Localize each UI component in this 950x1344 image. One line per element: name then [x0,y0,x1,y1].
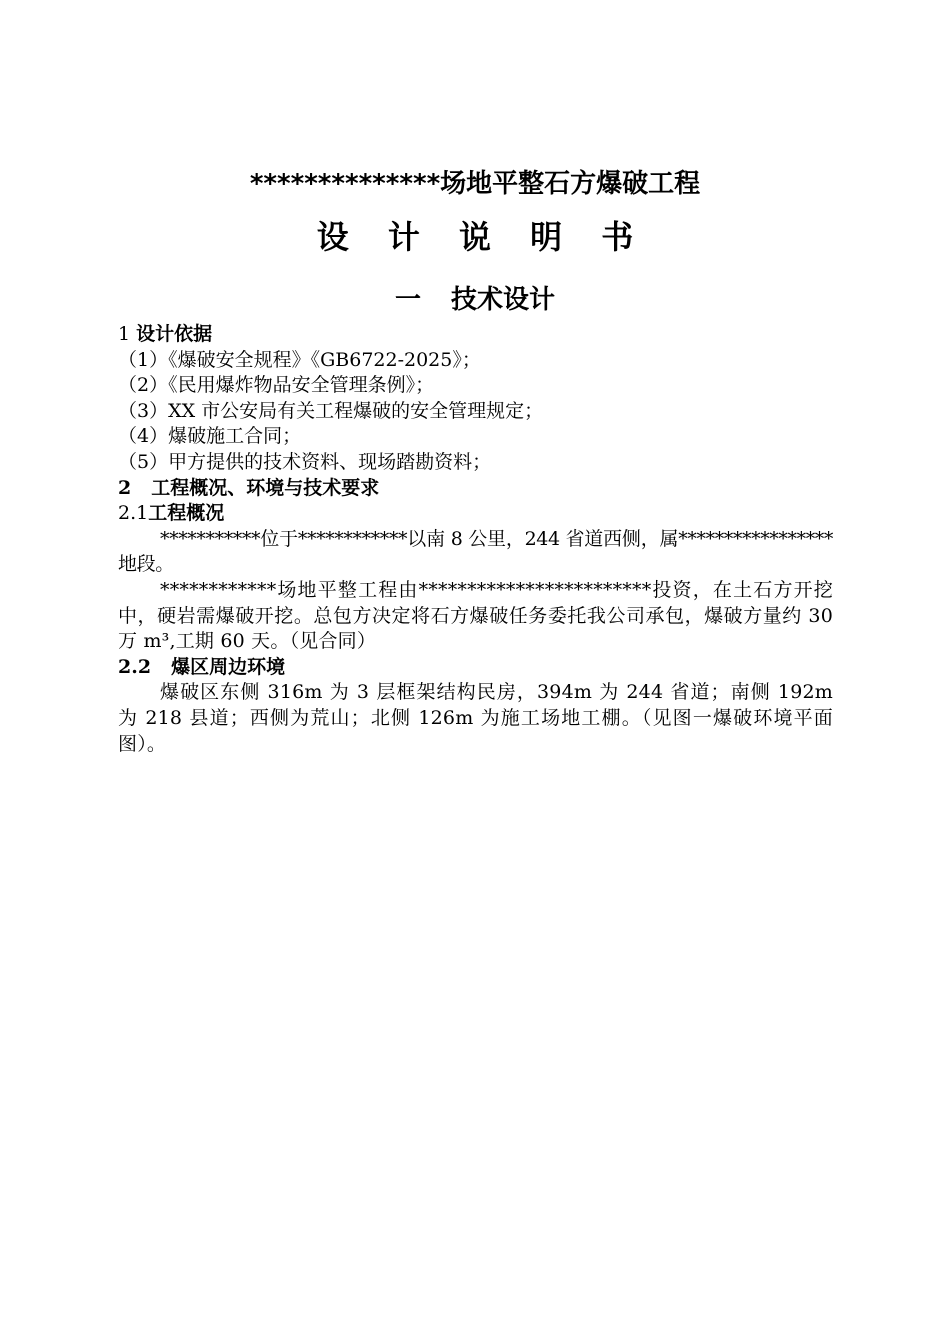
basis-item: （5）甲方提供的技术资料、现场踏勘资料； [118,450,492,473]
section-2-heading [118,476,833,502]
document-body [118,322,833,757]
section-2-title: 工程概况、环境与技术要求 [151,476,380,499]
section-2-1-heading [118,501,833,527]
section-1-number: 1 [118,323,131,345]
basis-item: （4）爆破施工合同； [118,425,302,448]
chapter-heading [0,280,950,320]
section-2-2-title: 爆区周边环境 [171,655,286,678]
basis-item: （1）《爆破安全规程》《GB6722-2025》； [118,348,481,371]
chapter-number: 一 [394,285,421,315]
section-2-2-heading [118,655,833,681]
overview-paragraph: ************场地平整工程由************************投资，在土石方开挖中，硬岩需爆破开挖。总包方决定将石方爆破任务委托我公司承包，爆破方量约 30 万 m³,工期 60 天。（见合同） [118,578,833,653]
chapter-label: 技术设计 [451,285,556,315]
section-2-number: 2 [118,476,132,499]
section-2-2-number: 2.2 [118,655,152,678]
section-1-title: 设计依据 [136,323,213,345]
section-1-heading [118,322,833,348]
environment-paragraph: 爆破区东侧 316m 为 3 层框架结构民房，394m 为 244 省道；南侧 192m 为 218 县道；西侧为荒山；北侧 126m 为施工场地工棚。（见图一爆破环境平面图）。 [118,681,833,755]
section-2-1-number: 2.1 [118,502,149,525]
section-2-1-title: 工程概况 [148,502,225,525]
document-title: **************场地平整石方爆破工程 [249,169,701,199]
overview-paragraph: ***********位于************以南 8 公里，244 省道西侧，属*****************地段。 [118,527,833,576]
basis-item: （3）XX 市公安局有关工程爆破的安全管理规定； [118,399,544,422]
document-subtitle: 设 计 说 明 书 [316,218,648,256]
basis-item: （2）《民用爆炸物品安全管理条例》； [118,374,435,397]
